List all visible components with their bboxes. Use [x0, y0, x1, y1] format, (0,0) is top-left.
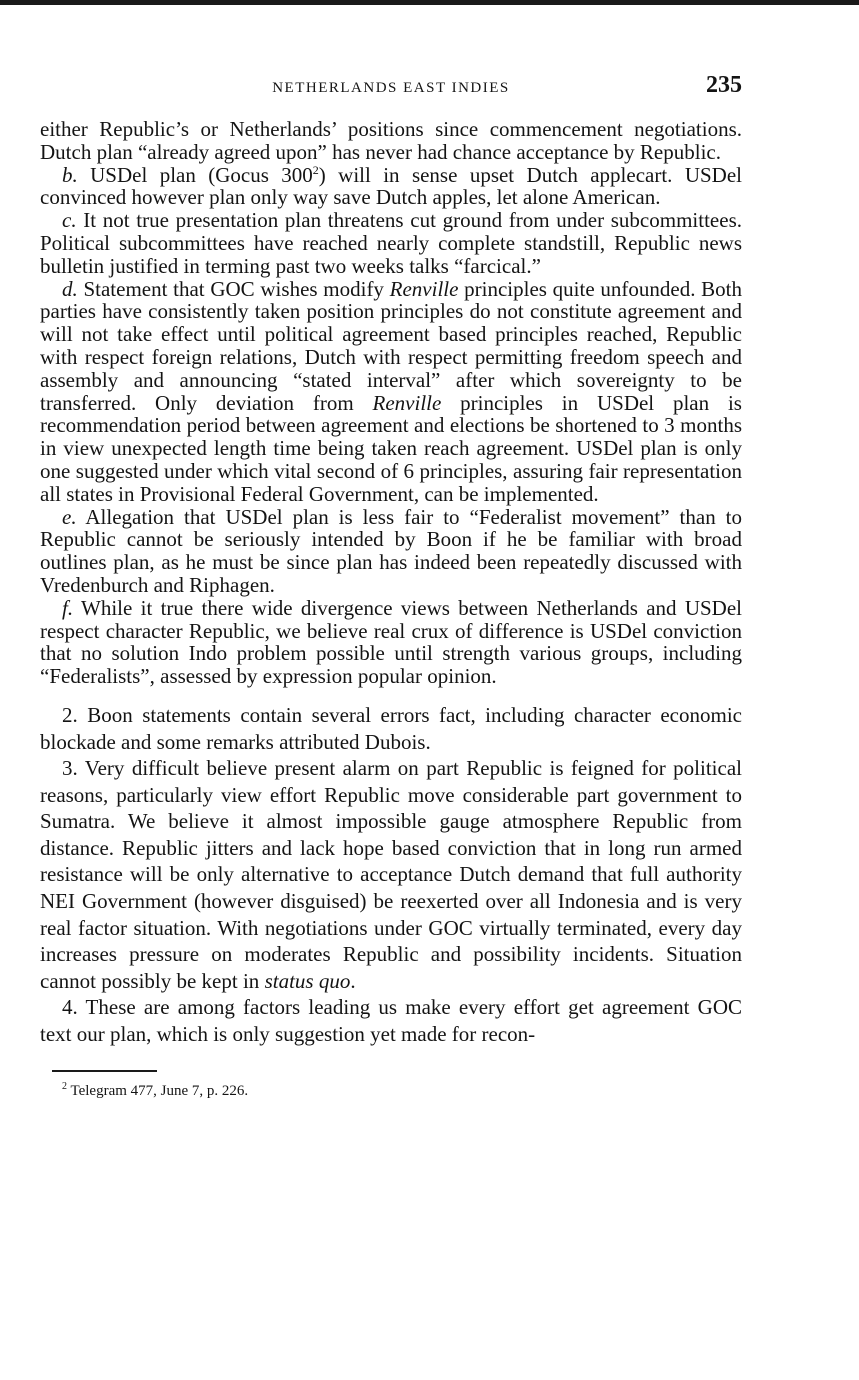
paragraph-d-letter: d. — [62, 276, 78, 301]
footnote-reference: 2 — [312, 162, 319, 177]
paragraph-d-text-1: Statement that GOC wishes modify — [77, 276, 390, 301]
document-page — [40, 70, 742, 1100]
footnote-mark: 2 — [62, 1080, 67, 1092]
paragraph-2: 2. Boon statements contain several errors fact, including character economic blockade and some remarks attributed Dubois. — [40, 702, 742, 754]
paragraph-c-letter: c. — [62, 208, 77, 233]
paragraph-3-end: . — [350, 968, 356, 993]
paragraph-e — [40, 506, 742, 597]
paragraph-d-text-2: principles quite unfounded. Both parties have consistently taken position principles do not constitute agreement and will not take effect until political agreement based principles reached, Republic with respect foreign relations, Dutch with respect permitting freedom speech and assembly and announcing “stated interval” after which sovereignty to be transferred. Only deviation from — [40, 276, 742, 415]
paragraph-b-text-1: USDel plan (Gocus 300 — [77, 162, 313, 187]
footnote-text: Telegram 477, June 7, p. 226. — [67, 1082, 249, 1099]
page-top-edge — [0, 0, 859, 5]
footnote — [62, 1082, 742, 1100]
paragraph-d-text-3: principles in USDel plan is recommendation period between agreement and elections be shortened to 3 months in view unexpected length time being taken reach agreement. USDel plan is only one suggested under which vital second of 6 principles, assuring fair representation all states in Provisional Federal Government, can be implemented. — [40, 390, 742, 506]
page-header — [40, 70, 742, 118]
paragraph-3 — [40, 755, 742, 994]
paragraph-e-letter: e. — [62, 504, 77, 529]
renville-italic-1: Renville — [389, 276, 459, 301]
paragraph-c-text: It not true presentation plan threatens cut ground from under subcommittees. Political subcommittees have reached nearly complete standstill, Republic news bulletin justified in terming past two weeks talks “farcical.” — [40, 208, 742, 278]
paragraph-continued: either Republic’s or Netherlands’ positions since commencement negotiations. Dutch plan “already agreed upon” has never had chance acceptance by Republic. — [40, 117, 742, 164]
paragraph-b-text-2: ) will in sense upset Dutch applecart. USDel convinced however plan only way save Dutch apples, let alone American. — [40, 162, 742, 210]
paragraph-f — [40, 597, 742, 688]
paragraph-e-text: Allegation that USDel plan is less fair to “Federalist movement” than to Republic cannot be seriously intended by Boon if he be familiar with broad outlines plan, as he must be since plan has indeed been repeatedly discussed with Vredenburch and Riphagen. — [40, 504, 742, 597]
paragraph-4: 4. These are among factors leading us make every effort get agreement GOC text our plan, which is only suggestion yet made for recon- — [40, 995, 742, 1047]
numbered-points-section — [40, 702, 742, 1048]
renville-italic-2: Renville — [372, 390, 442, 415]
running-head: NETHERLANDS EAST INDIES — [272, 80, 510, 96]
footnote-divider — [52, 1070, 157, 1072]
paragraph-b — [40, 164, 742, 210]
paragraph-b-letter: b. — [62, 162, 78, 187]
paragraph-c — [40, 209, 742, 277]
paragraph-3-text: 3. Very difficult believe present alarm on part Republic is feigned for political reasons, particularly view effort Republic move considerable part government to Sumatra. We believe it almost impossible gauge atmosphere Republic from distance. Republic jitters and lack hope based conviction that in long run armed resistance will be only alternative to acceptance Dutch demand that full authority NEI Government (however disguised) be reexerted over all Indonesia and is very real factor situation. With negotiations under GOC virtually terminated, every day increases pressure on moderates Republic and possibility incidents. Situation cannot possibly be kept in — [40, 756, 742, 993]
page-number: 235 — [706, 72, 742, 98]
paragraph-f-text: While it true there wide divergence views between Netherlands and USDel respect character Republic, we believe real crux of difference is USDel conviction that no solution Indo problem possible until strength various groups, including “Federalists”, assessed by expression popular opinion. — [40, 595, 742, 689]
paragraph-f-letter: f. — [62, 595, 74, 620]
status-quo-italic: status quo — [264, 968, 351, 993]
paragraph-d — [40, 278, 742, 506]
message-points-section — [40, 118, 742, 688]
